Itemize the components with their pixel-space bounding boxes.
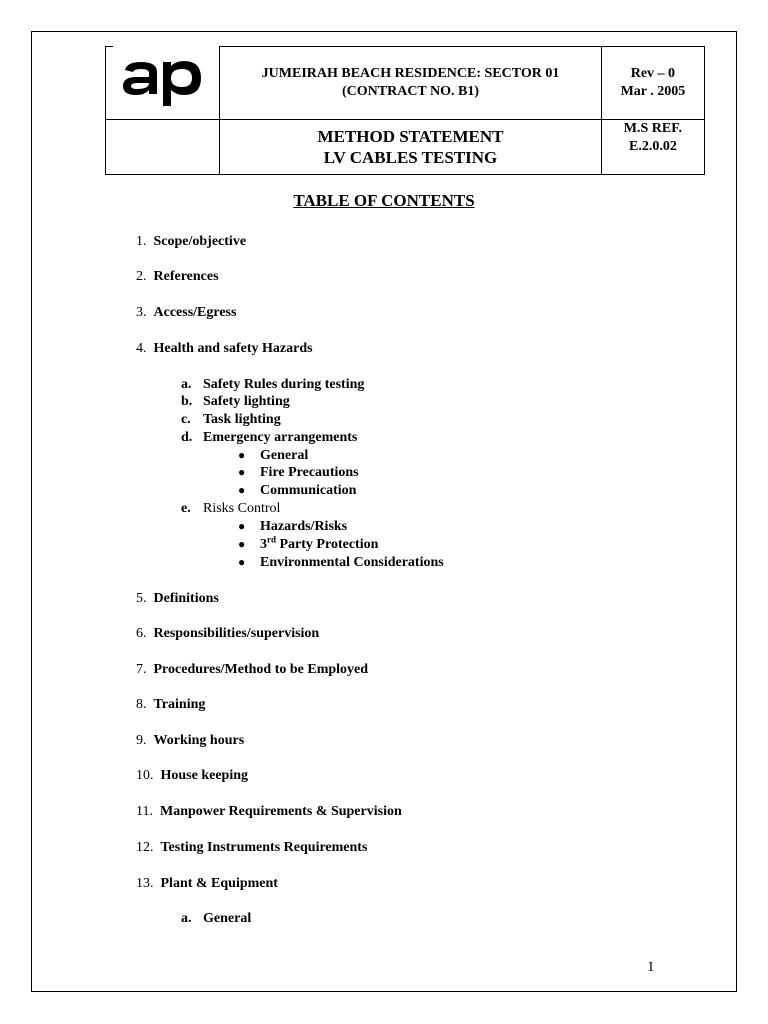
toc-item-number: 2.: [136, 269, 147, 284]
revision-cell: [601, 47, 704, 120]
toc-subitem-letter: d.: [181, 430, 193, 445]
toc-subitem-letter: b.: [181, 394, 193, 409]
toc-bullet: [238, 483, 357, 499]
bullet-dot-icon: ●: [238, 448, 246, 462]
toc-title: TABLE OF CONTENTS: [293, 191, 475, 210]
logo-cell: [106, 47, 220, 120]
method-statement-title: METHOD STATEMENT: [317, 127, 504, 146]
toc-subitem-label: Safety lighting: [203, 394, 290, 409]
toc-item-label: Working hours: [153, 733, 245, 748]
toc-bullet: [238, 519, 348, 535]
toc-item-label: Testing Instruments Requirements: [160, 840, 368, 855]
toc-subitem-label: Risks Control: [203, 501, 281, 516]
toc-item-number: 13.: [136, 876, 154, 891]
toc-item-number: 6.: [136, 626, 147, 641]
ap-logo: [121, 58, 205, 108]
toc-item: [136, 662, 368, 678]
toc-item-label: Responsibilities/supervision: [153, 626, 320, 641]
toc-item-number: 3.: [136, 305, 147, 320]
toc-bullet-label: Communication: [260, 483, 357, 498]
toc-item: [136, 697, 205, 713]
bullet-dot-icon: ●: [238, 537, 246, 551]
ms-ref-value: E.2.0.02: [628, 139, 677, 154]
header-corner-tick: [105, 46, 113, 47]
toc-bullet-label: Environmental Considerations: [260, 555, 444, 570]
toc-item: [136, 269, 219, 285]
ms-ref-label: M.S REF.: [623, 121, 683, 136]
toc-item-label: Procedures/Method to be Employed: [153, 662, 369, 677]
bullet-dot-icon: ●: [238, 519, 246, 533]
toc-item-label: References: [153, 269, 219, 284]
toc-item-number: 5.: [136, 591, 147, 606]
toc-subitem: [181, 501, 280, 517]
empty-cell: [106, 120, 220, 175]
toc-bullet: [238, 555, 444, 571]
toc-item-label: Scope/objective: [153, 234, 247, 249]
toc-item: [136, 876, 278, 892]
method-statement-subject: LV CABLES TESTING: [323, 148, 498, 167]
toc-item: [136, 626, 319, 642]
toc-item-label: Plant & Equipment: [160, 876, 278, 891]
contract-number: (CONTRACT NO. B1): [341, 84, 480, 99]
toc-item-number: 7.: [136, 662, 147, 677]
toc-item-label: House keeping: [160, 768, 249, 783]
toc-bullet-label: Party Protection: [276, 537, 379, 552]
toc-item: [136, 804, 402, 820]
toc-item-number: 4.: [136, 341, 147, 356]
revision: Rev – 0: [630, 66, 676, 81]
toc-item-number: 10.: [136, 768, 154, 783]
toc-item-label: Training: [153, 697, 206, 712]
toc-subitem-letter: c.: [181, 412, 191, 427]
toc-item-number: 11.: [136, 804, 153, 819]
toc-bullet: [238, 534, 379, 553]
toc-subitem-label: Safety Rules during testing: [203, 377, 365, 392]
toc-item-label: Access/Egress: [153, 305, 237, 320]
toc-subitem-label: General: [203, 911, 252, 926]
toc-subitem: [181, 394, 290, 410]
toc-subitem-label: Emergency arrangements: [203, 430, 358, 445]
bullet-dot-icon: ●: [238, 555, 246, 569]
toc-subitem: [181, 430, 357, 446]
toc-item: [136, 591, 219, 607]
toc-item: [136, 234, 246, 250]
revision-date: Mar . 2005: [620, 84, 686, 99]
bullet-dot-icon: ●: [238, 483, 246, 497]
toc-subitem-label: Task lighting: [203, 412, 281, 427]
ms-ref-cell: [601, 120, 704, 175]
toc-item: [136, 840, 367, 856]
toc-bullet-ordinal: 3: [260, 537, 267, 552]
toc-subitem-letter: e.: [181, 501, 191, 516]
toc-item: [136, 733, 244, 749]
toc-item: [136, 341, 313, 357]
toc-item-number: 8.: [136, 697, 147, 712]
toc-item: [136, 768, 248, 784]
toc-subitem: [181, 911, 251, 927]
toc-item-number: 9.: [136, 733, 147, 748]
toc-item-number: 1.: [136, 234, 147, 249]
toc-subitem-letter: a.: [181, 911, 192, 926]
toc-item-number: 12.: [136, 840, 154, 855]
toc-bullet: [238, 465, 359, 481]
document-header-table: [105, 46, 705, 175]
toc-bullet-ordinal-suffix: rd: [267, 534, 276, 545]
toc-item-label: Health and safety Hazards: [153, 341, 313, 356]
toc-subitem-letter: a.: [181, 377, 192, 392]
toc-subitem: [181, 412, 281, 428]
toc-bullet-label: Fire Precautions: [260, 465, 359, 480]
toc-item: [136, 305, 236, 321]
project-name: JUMEIRAH BEACH RESIDENCE: SECTOR 01: [261, 66, 560, 81]
method-statement-cell: [220, 120, 602, 175]
toc-subitem: [181, 377, 364, 393]
toc-item-label: Definitions: [153, 591, 219, 606]
project-title-cell: [220, 47, 602, 120]
bullet-dot-icon: ●: [238, 465, 246, 479]
toc-bullet: [238, 448, 309, 464]
page-number: 1: [647, 959, 655, 975]
toc-item-label: Manpower Requirements & Supervision: [159, 804, 402, 819]
toc-bullet-label: General: [260, 448, 309, 463]
toc-bullet-label: Hazards/Risks: [260, 519, 348, 534]
